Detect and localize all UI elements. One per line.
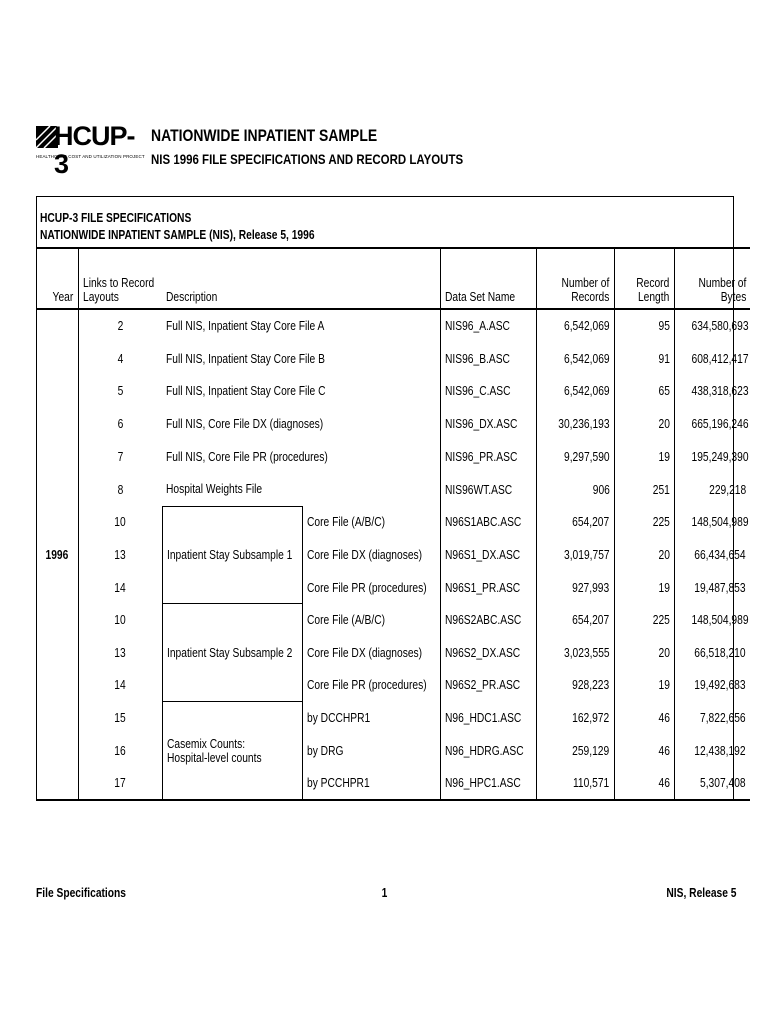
length-cell: 46 bbox=[614, 767, 674, 801]
bytes-cell: 665,196,246 bbox=[674, 408, 750, 441]
length-cell: 225 bbox=[614, 506, 674, 539]
table-row bbox=[36, 473, 750, 506]
table-row bbox=[36, 669, 750, 702]
logo-text: HCUP-3 bbox=[54, 121, 135, 179]
footer-page-number: 1 bbox=[381, 886, 388, 900]
length-cell: 91 bbox=[614, 343, 674, 376]
hcup-logo bbox=[36, 121, 145, 179]
records-cell: 927,993 bbox=[536, 571, 614, 604]
bytes-cell: 195,249,390 bbox=[674, 440, 750, 473]
records-cell: 6,542,069 bbox=[536, 309, 614, 343]
length-cell: 95 bbox=[614, 309, 674, 343]
records-cell: 6,542,069 bbox=[536, 375, 614, 408]
length-cell: 19 bbox=[614, 440, 674, 473]
file-spec-table bbox=[36, 247, 750, 801]
col-length: Record Length bbox=[614, 248, 674, 309]
length-cell: 46 bbox=[614, 734, 674, 767]
bytes-cell: 229,218 bbox=[674, 473, 750, 506]
page-subtitle: NIS 1996 FILE SPECIFICATIONS AND RECORD LAYOUTS bbox=[151, 151, 464, 167]
length-cell: 46 bbox=[614, 702, 674, 735]
link-cell: 6 bbox=[78, 408, 162, 441]
dataset-cell: N96S1ABC.ASC bbox=[440, 506, 536, 539]
records-cell: 30,236,193 bbox=[536, 408, 614, 441]
sub-description-cell: by DCCHPR1 bbox=[306, 710, 370, 725]
length-cell: 20 bbox=[614, 539, 674, 572]
length-cell: 19 bbox=[614, 669, 674, 702]
records-cell: 259,129 bbox=[536, 734, 614, 767]
records-cell: 928,223 bbox=[536, 669, 614, 702]
sub-description-cell: Core File PR (procedures) bbox=[306, 580, 427, 595]
dataset-cell: N96_HDC1.ASC bbox=[440, 702, 536, 735]
bytes-cell: 7,822,656 bbox=[674, 702, 750, 735]
dataset-cell: NIS96_C.ASC bbox=[440, 375, 536, 408]
col-links: Links to Record Layouts bbox=[78, 248, 162, 309]
col-year: Year bbox=[52, 290, 74, 304]
spec-heading-line2: NATIONWIDE INPATIENT SAMPLE (NIS), Release 5, 1996 bbox=[40, 228, 315, 242]
bytes-cell: 66,518,210 bbox=[674, 636, 750, 669]
description-cell: Full NIS, Core File DX (diagnoses) bbox=[166, 417, 324, 432]
link-cell: 8 bbox=[78, 473, 162, 506]
page-title: NATIONWIDE INPATIENT SAMPLE bbox=[151, 126, 378, 145]
bytes-cell: 438,318,623 bbox=[674, 375, 750, 408]
link-cell: 2 bbox=[78, 309, 162, 343]
table-row bbox=[36, 539, 750, 572]
table-header-row bbox=[36, 248, 750, 309]
bytes-cell: 5,307,408 bbox=[674, 767, 750, 801]
length-cell: 20 bbox=[614, 636, 674, 669]
length-cell: 19 bbox=[614, 571, 674, 604]
group-label-cell: Casemix Counts: Hospital-level counts bbox=[162, 702, 302, 801]
link-cell: 10 bbox=[78, 604, 162, 637]
records-cell: 3,023,555 bbox=[536, 636, 614, 669]
dataset-cell: NIS96_A.ASC bbox=[440, 309, 536, 343]
col-records: Number of Records bbox=[536, 248, 614, 309]
sub-description-cell: Core File DX (diagnoses) bbox=[306, 547, 422, 562]
col-dataset: Data Set Name bbox=[440, 248, 536, 309]
table-row bbox=[36, 734, 750, 767]
dataset-cell: N96S1_PR.ASC bbox=[440, 571, 536, 604]
link-cell: 7 bbox=[78, 440, 162, 473]
records-cell: 654,207 bbox=[536, 604, 614, 637]
logo-subtext: HEALTHCARE COST AND UTILIZATION PROJECT bbox=[36, 154, 145, 159]
description-cell: Full NIS, Core File PR (procedures) bbox=[166, 449, 328, 464]
sub-description-cell: Core File (A/B/C) bbox=[306, 515, 385, 530]
records-cell: 162,972 bbox=[536, 702, 614, 735]
bytes-cell: 148,504,989 bbox=[674, 506, 750, 539]
table-row bbox=[36, 440, 750, 473]
dataset-cell: N96_HDRG.ASC bbox=[440, 734, 536, 767]
records-cell: 6,542,069 bbox=[536, 343, 614, 376]
footer-left: File Specifications bbox=[36, 886, 127, 900]
table-row bbox=[36, 604, 750, 637]
dataset-cell: N96S2ABC.ASC bbox=[440, 604, 536, 637]
length-cell: 251 bbox=[614, 473, 674, 506]
dataset-cell: N96_HPC1.ASC bbox=[440, 767, 536, 801]
dataset-cell: NIS96_B.ASC bbox=[440, 343, 536, 376]
bytes-cell: 12,438,192 bbox=[674, 734, 750, 767]
records-cell: 906 bbox=[536, 473, 614, 506]
length-cell: 65 bbox=[614, 375, 674, 408]
description-cell: Full NIS, Inpatient Stay Core File A bbox=[166, 319, 325, 334]
bytes-cell: 148,504,989 bbox=[674, 604, 750, 637]
link-cell: 4 bbox=[78, 343, 162, 376]
dataset-cell: N96S2_DX.ASC bbox=[440, 636, 536, 669]
table-row bbox=[36, 506, 750, 539]
description-cell: Hospital Weights File bbox=[166, 482, 263, 497]
spec-heading-line1: HCUP-3 FILE SPECIFICATIONS bbox=[40, 211, 192, 225]
table-row bbox=[36, 343, 750, 376]
dataset-cell: N96S2_PR.ASC bbox=[440, 669, 536, 702]
records-cell: 3,019,757 bbox=[536, 539, 614, 572]
dataset-cell: NIS96_DX.ASC bbox=[440, 408, 536, 441]
link-cell: 16 bbox=[78, 734, 162, 767]
link-cell: 14 bbox=[78, 571, 162, 604]
table-row bbox=[36, 408, 750, 441]
length-cell: 20 bbox=[614, 408, 674, 441]
table-row bbox=[36, 375, 750, 408]
link-cell: 14 bbox=[78, 669, 162, 702]
col-description: Description bbox=[166, 290, 218, 304]
group-label-cell: Inpatient Stay Subsample 1 bbox=[162, 506, 302, 604]
records-cell: 110,571 bbox=[536, 767, 614, 801]
records-cell: 654,207 bbox=[536, 506, 614, 539]
link-cell: 5 bbox=[78, 375, 162, 408]
sub-description-cell: Core File DX (diagnoses) bbox=[306, 645, 422, 660]
records-cell: 9,297,590 bbox=[536, 440, 614, 473]
bytes-cell: 19,492,683 bbox=[674, 669, 750, 702]
bytes-cell: 634,580,693 bbox=[674, 309, 750, 343]
link-cell: 13 bbox=[78, 636, 162, 669]
sub-description-cell: Core File (A/B/C) bbox=[306, 613, 385, 628]
table-row bbox=[36, 767, 750, 801]
bytes-cell: 19,487,853 bbox=[674, 571, 750, 604]
group-label-cell: Inpatient Stay Subsample 2 bbox=[162, 604, 302, 702]
sub-description-cell: by DRG bbox=[306, 743, 343, 758]
sub-description-cell: by PCCHPR1 bbox=[302, 767, 440, 801]
spec-heading bbox=[40, 210, 315, 244]
bytes-cell: 608,412,417 bbox=[674, 343, 750, 376]
link-cell: 15 bbox=[78, 702, 162, 735]
sub-description-cell: Core File PR (procedures) bbox=[306, 678, 427, 693]
year-cell: 1996 bbox=[36, 309, 78, 800]
dataset-cell: N96S1_DX.ASC bbox=[440, 539, 536, 572]
col-bytes: Number of Bytes bbox=[674, 248, 750, 309]
link-cell: 10 bbox=[78, 506, 162, 539]
link-cell: 17 bbox=[78, 767, 162, 801]
table-row bbox=[36, 636, 750, 669]
table-row bbox=[36, 309, 750, 343]
dataset-cell: NIS96_PR.ASC bbox=[440, 440, 536, 473]
length-cell: 225 bbox=[614, 604, 674, 637]
footer-right: NIS, Release 5 bbox=[665, 886, 736, 900]
description-cell: Full NIS, Inpatient Stay Core File B bbox=[166, 351, 325, 366]
description-cell: Full NIS, Inpatient Stay Core File C bbox=[166, 384, 326, 399]
bytes-cell: 66,434,654 bbox=[674, 539, 750, 572]
dataset-cell: NIS96WT.ASC bbox=[440, 473, 536, 506]
link-cell: 13 bbox=[78, 539, 162, 572]
table-row bbox=[36, 571, 750, 604]
table-row bbox=[36, 702, 750, 735]
